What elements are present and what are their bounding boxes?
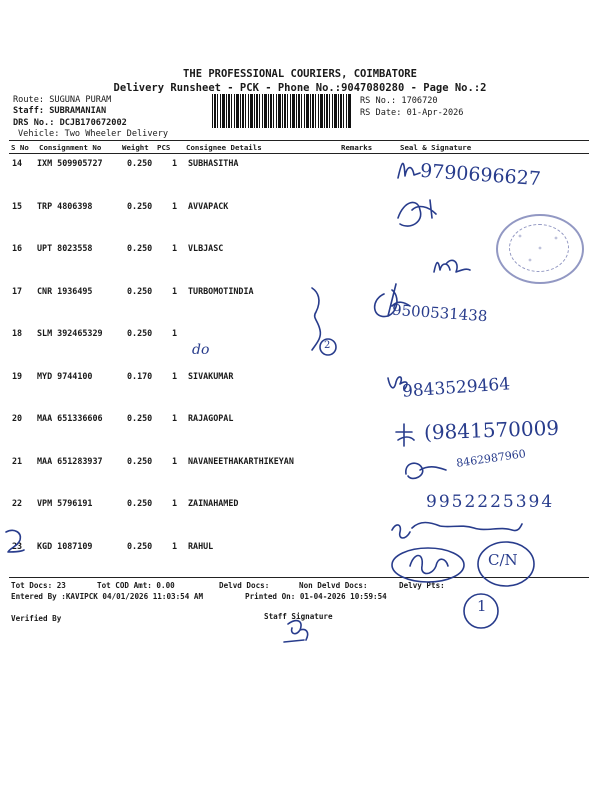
stamp-ink-dot: [539, 247, 542, 250]
signature-row14: [398, 163, 420, 178]
row-sno: 17: [12, 286, 23, 296]
row-consignment: CNR 1936495: [37, 286, 93, 296]
handwritten-phone-row22: 9952225394: [426, 492, 555, 512]
row-weight: 0.250: [127, 413, 153, 423]
row-consignment: VPM 5796191: [37, 498, 93, 508]
verified-by-label: Verified By: [11, 614, 62, 623]
company-title: THE PROFESSIONAL COURIERS, COIMBATORE: [183, 68, 417, 80]
row-consignee: AVVAPACK: [188, 201, 229, 211]
col-weight: Weight: [122, 143, 149, 152]
row-consignment: TRP 4806398: [37, 201, 93, 211]
row-consignee: ZAINAHAMED: [188, 498, 239, 508]
route-label: Route: SUGUNA PURAM: [13, 95, 112, 105]
signature-row17: [375, 284, 410, 317]
signature-row19: [388, 377, 407, 390]
bracket-mark: [312, 288, 320, 350]
printed-on: Printed On: 01-04-2026 10:59:54: [245, 592, 387, 601]
row-consignee: SUBHASITHA: [188, 158, 239, 168]
stamp-ink-dot: [519, 235, 522, 238]
rs-date: RS Date: 01-Apr-2026: [360, 108, 464, 118]
row-sno: 21: [12, 456, 23, 466]
row-weight: 0.250: [127, 286, 153, 296]
handwritten-phone-row19: 9843529464: [401, 374, 511, 402]
row-weight: 0.250: [127, 456, 153, 466]
total-cod-amount: Tot COD Amt: 0.00: [97, 581, 175, 590]
row-consignment: SLM 392465329: [37, 328, 103, 338]
col-seal-signature: Seal & Signature: [400, 143, 472, 152]
row23-tick: [6, 530, 24, 552]
row-weight: 0.250: [127, 498, 153, 508]
handwritten-cn-mark: C/N: [488, 551, 518, 569]
row-consignee: SIVAKUMAR: [188, 371, 234, 381]
row-pcs: 1: [172, 243, 178, 253]
entered-by: Entered By :KAVIPCK 04/01/2026 11:03:54 AM: [11, 592, 204, 601]
stamp-ink-dot: [529, 259, 532, 262]
delivered-docs: Delvd Docs:: [219, 581, 270, 590]
drs-number: DRS No.: DCJB170672002: [13, 118, 127, 128]
row-pcs: 1: [172, 371, 178, 381]
staff-signature: [284, 621, 308, 642]
row-consignee: RAHUL: [188, 541, 214, 551]
col-sno: S No: [11, 143, 29, 152]
row-pcs: 1: [172, 456, 178, 466]
row-weight: 0.170: [127, 371, 153, 381]
row-pcs: 1: [172, 541, 178, 551]
row-sno: 22: [12, 498, 23, 508]
row-consignment: KGD 1087109: [37, 541, 93, 551]
row-consignee: TURBOMOTINDIA: [188, 286, 254, 296]
staff-label: Staff: SUBRAMANIAN: [13, 106, 107, 116]
row-sno: 15: [12, 201, 23, 211]
row-pcs: 1: [172, 158, 178, 168]
non-delivered-docs: Non Delvd Docs:: [299, 581, 368, 590]
row-sno: 14: [12, 158, 23, 168]
row-pcs: 1: [172, 328, 178, 338]
row-consignment: MYD 9744100: [37, 371, 93, 381]
runsheet-subtitle: Delivery Runsheet - PCK - Phone No.:9047080280 - Page No.:2: [113, 82, 487, 94]
delivery-points: Delvy Pts:: [399, 581, 445, 590]
handwritten-ditto-row18: do: [192, 342, 210, 358]
row-sno: 20: [12, 413, 23, 423]
signature-row22: [392, 523, 522, 539]
row-consignment: IXM 509905727: [37, 158, 103, 168]
col-remarks: Remarks: [341, 143, 373, 152]
circled-two-ring: [320, 339, 336, 355]
row-weight: 0.250: [127, 158, 153, 168]
handwritten-circled-two: 2: [324, 340, 331, 351]
signature-row15: [398, 200, 436, 226]
row-sno: 19: [12, 371, 23, 381]
signature-row20: [396, 424, 414, 446]
row-sno: 18: [12, 328, 23, 338]
handwritten-phone-row17: 9500531438: [391, 300, 488, 326]
vehicle-label: Vehicle: Two Wheeler Delivery: [18, 129, 169, 139]
row-weight: 0.250: [127, 243, 153, 253]
row-weight: 0.250: [127, 541, 153, 551]
rs-number: RS No.: 1706720: [360, 96, 438, 106]
stamp-ink-dot: [555, 237, 558, 240]
handwritten-circled-count: 1: [477, 597, 487, 615]
col-consignee: Consignee Details: [186, 143, 262, 152]
row-weight: 0.250: [127, 328, 153, 338]
row-pcs: 1: [172, 201, 178, 211]
col-consignment: Consignment No: [39, 143, 102, 152]
staff-signature-label: Staff Signature: [264, 612, 333, 621]
row-consignee: VLBJASC: [188, 243, 224, 253]
row-sno: 16: [12, 243, 23, 253]
signature-row21: [406, 463, 446, 478]
signature-row23: [410, 556, 448, 574]
row-pcs: 1: [172, 498, 178, 508]
row-pcs: 1: [172, 413, 178, 423]
circled-one: [464, 594, 498, 628]
total-docs: Tot Docs: 23: [11, 581, 66, 590]
circled-signature-row23: [392, 548, 464, 582]
row-consignment: UPT 8023558: [37, 243, 93, 253]
row-consignee: RAJAGOPAL: [188, 413, 234, 423]
row-pcs: 1: [172, 286, 178, 296]
row-sno: 23: [12, 541, 23, 551]
handwritten-phone-row14: 9790696627: [419, 159, 542, 191]
circled-cn-mark: [478, 542, 534, 586]
row-consignee: NAVANEETHAKARTHIKEYAN: [188, 456, 294, 466]
row-consignment: MAA 651336606: [37, 413, 103, 423]
row-consignment: MAA 651283937: [37, 456, 103, 466]
handwritten-phone-row20: (9841570009: [423, 415, 560, 445]
signature-row16: [434, 260, 470, 272]
row-weight: 0.250: [127, 201, 153, 211]
col-pcs: PCS: [157, 143, 171, 152]
handwritten-phone-row21: 8462987960: [455, 447, 527, 470]
